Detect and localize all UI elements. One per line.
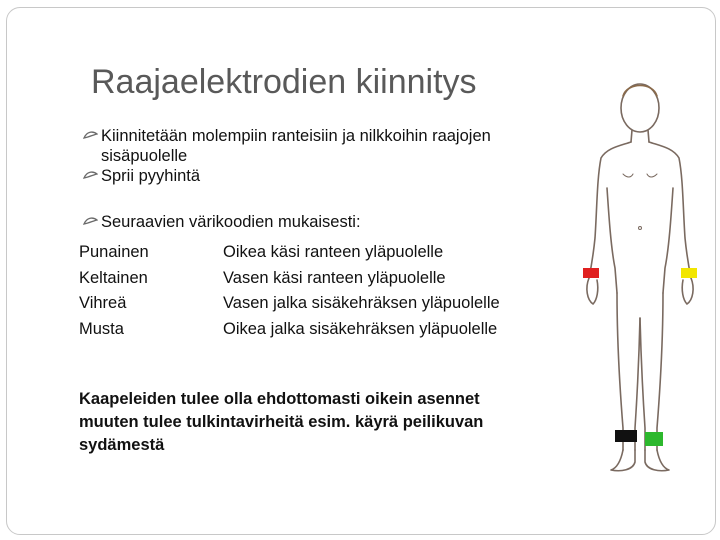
color-name: Musta (79, 319, 124, 338)
placement-text: Oikea käsi ranteen yläpuolelle (223, 243, 444, 261)
bullet-text: Kiinnitetään molempiin ranteisiin ja nilkkoihin raajojen (101, 127, 491, 145)
bullet-text: Seuraavien värikoodien mukaisesti: (101, 213, 361, 231)
placement-text: Oikea jalka sisäkehräksen yläpuolelle (223, 319, 498, 338)
electrode-right-wrist (583, 268, 599, 278)
placement-text: Vasen jalka sisäkehräksen yläpuolelle (223, 294, 500, 312)
cable-warning-note: Kaapeleiden tulee olla ehdottomasti oikein asennet muuten tulee tulkintavirheitä esim. käyrä peilikuvan sydämestä (79, 390, 484, 454)
bullet-continuation (79, 146, 569, 166)
bullet-text: Sprii pyyhintä (101, 167, 201, 185)
human-body-icon (567, 78, 713, 478)
bullet-item (79, 166, 569, 186)
leaf-bullet-icon (82, 168, 98, 184)
placement-text: Vasen käsi ranteen yläpuolelle (223, 268, 446, 287)
bullet-text: sisäpuolelle (101, 147, 188, 165)
table-row (79, 317, 569, 343)
leaf-bullet-icon (82, 128, 98, 144)
color-name: Vihreä (79, 294, 127, 312)
electrode-right-ankle (615, 430, 637, 442)
slide-title: Raajaelektrodien kiinnitys (91, 63, 477, 101)
table-row (79, 240, 569, 266)
human-figure (567, 78, 713, 478)
color-name: Keltainen (79, 268, 148, 287)
bullet-item (79, 212, 569, 232)
leaf-bullet-icon (82, 214, 98, 230)
electrode-left-ankle (645, 432, 663, 446)
bullet-list (79, 126, 569, 232)
table-row (79, 266, 569, 292)
electrode-left-wrist (681, 268, 697, 278)
table-row (79, 291, 569, 317)
color-code-table (79, 240, 569, 342)
slide (6, 7, 716, 535)
color-name: Punainen (79, 243, 149, 261)
bullet-item (79, 126, 569, 146)
